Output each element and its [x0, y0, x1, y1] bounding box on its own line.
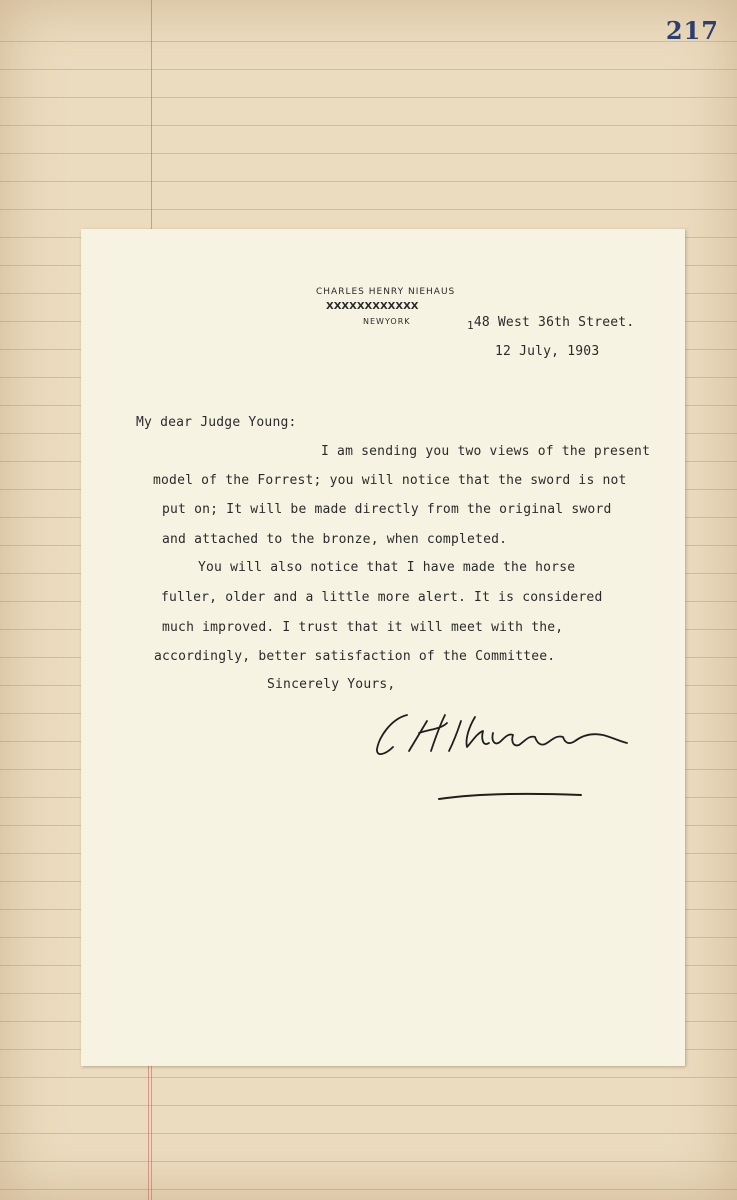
- body-line: and attached to the bronze, when completed.: [162, 532, 508, 547]
- address-rest: 48 West 36th Street.: [473, 315, 635, 330]
- folio-number: 217: [665, 16, 719, 45]
- body-line: I am sending you two views of the present: [321, 444, 651, 459]
- body-line: fuller, older and a little more alert. It is considered: [161, 590, 603, 605]
- letter-date: 12 July, 1903: [495, 344, 600, 359]
- body-line: put on; It will be made directly from the original sword: [162, 502, 612, 517]
- body-line: You will also notice that I have made the horse: [198, 560, 576, 575]
- signature-text: C. H. Niehaus: [371, 707, 379, 708]
- return-address: [467, 315, 634, 330]
- body-line: model of the Forrest; you will notice that the sword is not: [153, 473, 627, 488]
- letterhead-name: CHARLES HENRY NIEHAUS: [316, 287, 456, 297]
- letterhead-city: NEWYORK: [363, 317, 411, 326]
- address-prefix: 1: [467, 319, 474, 332]
- body-line: accordingly, better satisfaction of the Committee.: [154, 649, 556, 664]
- body-line: much improved. I trust that it will meet with the,: [162, 620, 564, 635]
- ledger-margin-line-lower: [148, 1060, 149, 1200]
- letterhead-struck-line: XXXXXXXXXXXX: [326, 301, 419, 312]
- letter-sheet: [81, 229, 685, 1066]
- salutation: My dear Judge Young:: [136, 415, 297, 430]
- closing: Sincerely Yours,: [267, 677, 396, 692]
- handwritten-signature: [371, 707, 671, 807]
